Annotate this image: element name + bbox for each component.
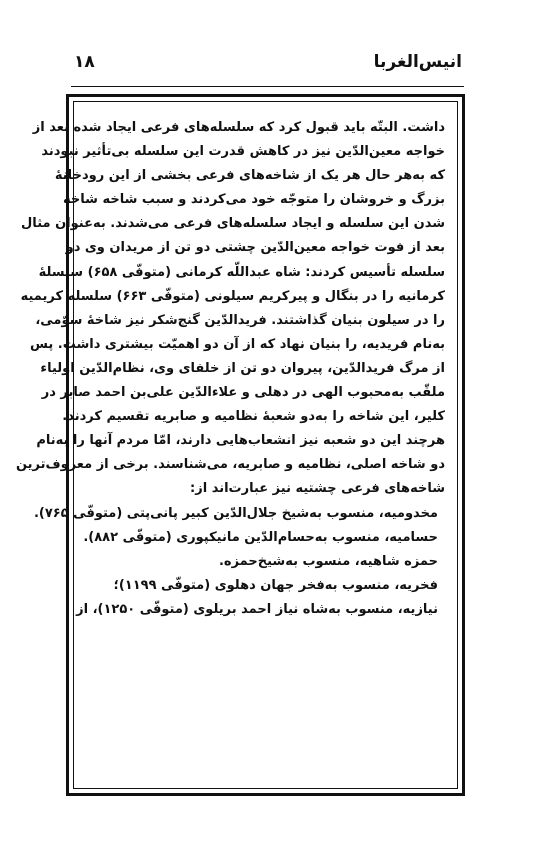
paragraph-line: کلیر، این شاخه را به‌دو شعبهٔ نظامیه و صابریه تقسیم کردند.	[62, 409, 445, 425]
paragraph-line: به‌نام فریدیه، را بنیان نهاد که از آن دو اهمیّت بیشتری داشت. پس	[29, 336, 445, 352]
paragraph-line: داشت. البتّه باید قبول کرد که سلسله‌های فرعی ایجاد شده بعد از	[32, 120, 445, 135]
paragraph-line: شاخه‌های فرعی چشتیه نیز عبارت‌اند از:	[190, 481, 445, 497]
list-item: مخدومیه، منسوب به‌شیخ جلال‌الدّین کبیر پانی‌پتی (متوفّی ۷۶۵).	[33, 505, 438, 521]
running-title: انیس‌الغربا	[373, 52, 462, 72]
list-item: حسامیه، منسوب به‌حسام‌الدّین مانیکپوری (متوفّی ۸۸۲).	[83, 529, 438, 545]
page-body	[15, 116, 445, 622]
paragraph-line: دو شاخه اصلی، نظامیه و صابریه، می‌شناسند. برخی از معروف‌ترین	[15, 457, 445, 473]
paragraph-line: بزرگ و خروشان را متوجّه خود می‌کردند و سبب شاخه شاخه	[63, 192, 445, 208]
paragraph-line: از مرگ فریدالدّین، پیروان دو تن از خلفای وی، نظام‌الدّین اولیاء	[40, 360, 445, 376]
paragraph-line: بعد از فوت خواجه معین‌الدّین چشتی دو تن از مریدان وی دو	[65, 240, 445, 256]
paragraph-line: را در سیلون بنیان گذاشتند. فریدالدّین گنج‌شکر نیز شاخهٔ سوّمی،	[35, 312, 445, 328]
page-header	[74, 52, 462, 76]
header-rule	[71, 86, 464, 87]
branch-list	[33, 502, 445, 622]
page-number: ۱۸	[74, 52, 95, 72]
paragraph	[15, 116, 445, 502]
paragraph-line: کرمانیه را در بنگال و پیرکریم سیلونی (متوفّی ۶۶۳) سلسله کریمیه	[20, 288, 445, 304]
list-item: نیازیه، منسوب به‌شاه نیاز احمد بریلوی (متوفّی ۱۲۵۰)، از	[76, 601, 438, 617]
paragraph-line: سلسله تأسیس کردند: شاه عبداللّه کرمانی (متوفّی ۶۵۸) سلسلهٔ	[38, 264, 445, 280]
paragraph-line: خواجه معین‌الدّین نیز در کاهش قدرت این سلسله بی‌تأثیر نبودند	[41, 144, 445, 160]
list-item: فخریه، منسوب به‌فخر جهان دهلوی (متوفّی ۱۱۹۹)؛	[113, 577, 438, 593]
list-item: حمزه شاهیه، منسوب به‌شیخ‌حمزه.	[218, 553, 438, 569]
paragraph-line: ملقّب به‌محبوب الهی در دهلی و علاءالدّین علی‌بن احمد صابر در	[41, 385, 445, 401]
paragraph-line: هرچند این دو شعبه نیز انشعاب‌هایی دارند، امّا مردم آنها را به‌نام	[36, 433, 445, 449]
paragraph-line: شدن این سلسله و ایجاد سلسله‌های فرعی می‌شدند. به‌عنوان مثال	[21, 216, 445, 232]
paragraph-line: که به‌هر حال هر یک از شاخه‌های فرعی بخشی از این رودخانهٔ	[54, 168, 445, 184]
